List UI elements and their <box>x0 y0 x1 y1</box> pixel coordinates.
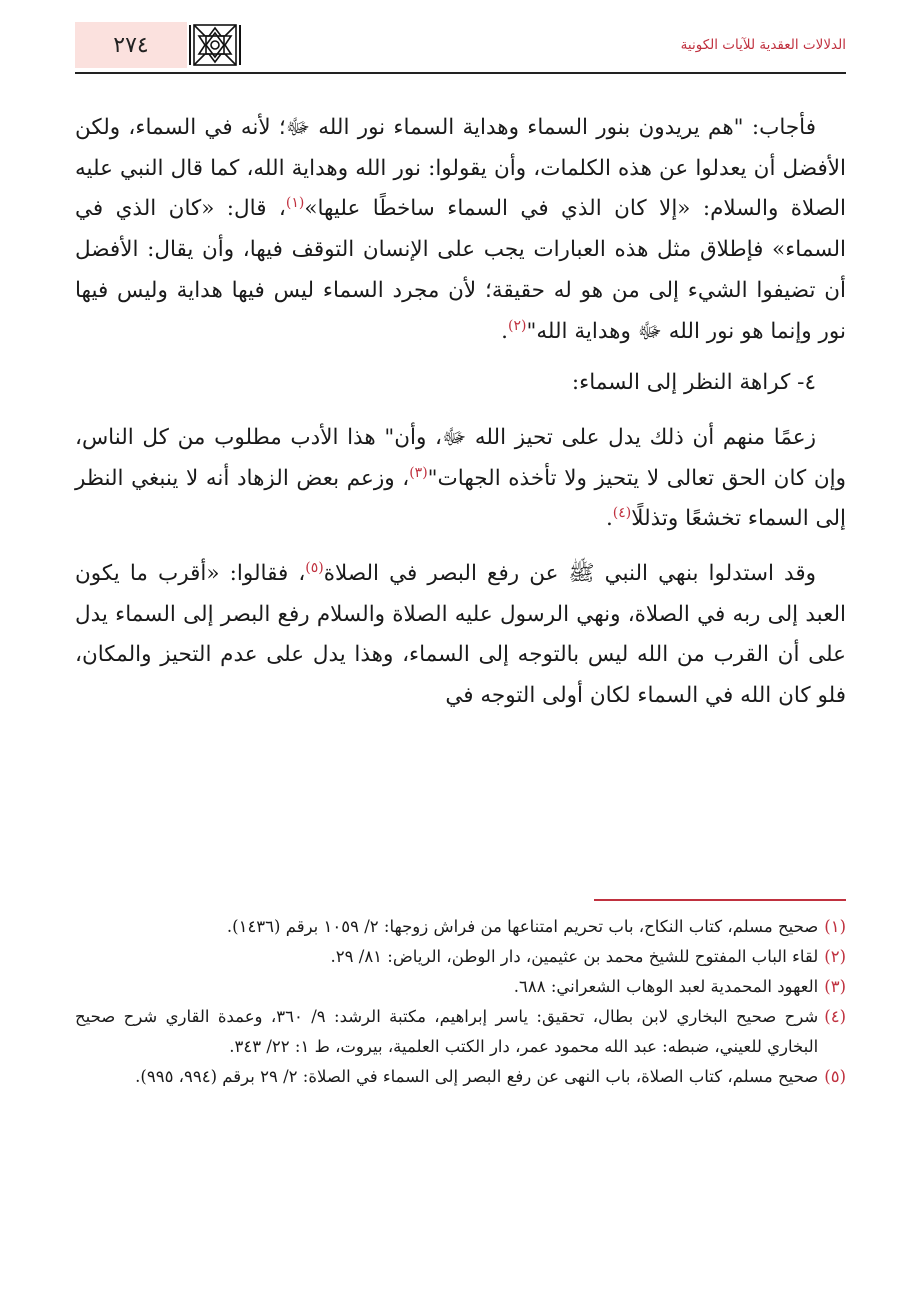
paragraph-1 <box>75 108 846 352</box>
footnote-ref-1[interactable]: (١) <box>285 195 305 212</box>
running-title: الدلالات العقدية للآيات الكونية <box>680 37 846 53</box>
paragraph-1-text-b: ، قال: «كان الذي في السماء» فإطلاق مثل هذه العبارات يجب على الإنسان التوقف فيها، وأن يقال: الأفضل أن تضيفوا الشيء إلى من هو له حقيقة؛ لأن مجرد السماء ليس فيها هداية وليس فيها نور وإنما هو نور الله ﷻ وهداية الله" <box>75 196 846 344</box>
footnotes <box>75 912 846 1092</box>
page-header <box>75 22 846 68</box>
paragraph-3-text-b: ، فقالوا: «أقرب ما يكون العبد إلى ربه في الصلاة، ونهي الرسول عليه الصلاة والسلام رفع البصر إلى السماء يدل على أن القرب من الله ليس بالتوجه إلى السماء، وهذا يدل على عدم التحيز والمكان، فلو كان الله في السماء لكان أولى التوجه في <box>75 561 846 709</box>
footnote-ref-3[interactable]: (٣) <box>409 464 428 481</box>
page-number: ٢٧٤ <box>113 32 149 58</box>
footnote-text: العهود المحمدية لعبد الوهاب الشعراني: ٦٨٨. <box>513 977 819 996</box>
paragraph-2-text-a: زعمًا منهم أن ذلك يدل على تحيز الله ﷻ، وأن" هذا الأدب مطلوب من كل الناس، وإن كان الحق تعالى لا يتحيز ولا تأخذه الجهات" <box>75 424 846 491</box>
header-divider <box>75 72 846 74</box>
footnote-text: شرح صحيح البخاري لابن بطال، تحقيق: ياسر إبراهيم، مكتبة الرشد: ٩/ ٣٦٠، وعمدة القاري شرح صحيح البخاري للعيني، ضبطه: عبد الله محمود عمر، دار الكتب العلمية، بيروت، ط ١: ٢٢/ ٣٤٣. <box>75 1007 819 1056</box>
footnote-item <box>75 1062 846 1092</box>
section-heading: ٤- كراهة النظر إلى السماء: <box>571 370 816 396</box>
footnote-item <box>75 912 846 942</box>
footnote-item <box>75 972 846 1002</box>
footnote-mark: (٥) <box>824 1067 846 1086</box>
paragraph-1-text-c: . <box>501 318 508 344</box>
paragraph-1-text-a: فأجاب: "هم يريدون بنور السماء وهداية السماء نور الله ﷻ؛ لأنه في السماء، ولكن الأفضل أن يعدلوا عن هذه الكلمات، وأن يقولوا: نور الله وهداية الله، كما قال النبي عليه الصلاة والسلام: «إلا كان الذي في السماء ساخطًا عليها» <box>75 115 846 222</box>
footnote-ref-2[interactable]: (٢) <box>507 317 527 334</box>
paragraph-3-text-a: وقد استدلوا بنهي النبي ﷺ عن رفع البصر في الصلاة <box>323 561 816 587</box>
footnote-mark: (٣) <box>824 977 846 996</box>
footnote-mark: (٤) <box>824 1007 846 1026</box>
footnote-ref-5[interactable]: (٥) <box>305 559 324 576</box>
page-number-box <box>75 22 187 68</box>
footnote-divider <box>594 899 846 901</box>
footnote-item <box>75 1002 846 1062</box>
footnote-text: لقاء الباب المفتوح للشيخ محمد بن عثيمين، دار الوطن، الرياض: ٨١/ ٢٩. <box>330 947 819 966</box>
footnote-text: صحيح مسلم، كتاب الصلاة، باب النهى عن رفع البصر إلى السماء في الصلاة: ٢/ ٢٩ برقم (٩٩٤، ٩٩٥). <box>135 1067 819 1086</box>
paragraph-2 <box>75 418 846 540</box>
footnote-item <box>75 942 846 972</box>
main-text <box>75 108 846 717</box>
paragraph-2-text-c: . <box>605 506 613 532</box>
footnote-ref-4[interactable]: (٤) <box>612 505 632 522</box>
geometric-star-ornament-icon <box>186 22 244 68</box>
footnote-mark: (١) <box>824 917 846 936</box>
paragraph-2-text-b: ، وزعم بعض الزهاد أنه لا ينبغي النظر إلى السماء تخشعًا وتذللًا <box>75 465 846 532</box>
footnote-mark: (٢) <box>824 947 846 966</box>
paragraph-3 <box>75 554 846 717</box>
footnote-text: صحيح مسلم، كتاب النكاح، باب تحريم امتناعها من فراش زوجها: ٢/ ١٠٥٩ برقم (١٤٣٦). <box>226 917 819 936</box>
